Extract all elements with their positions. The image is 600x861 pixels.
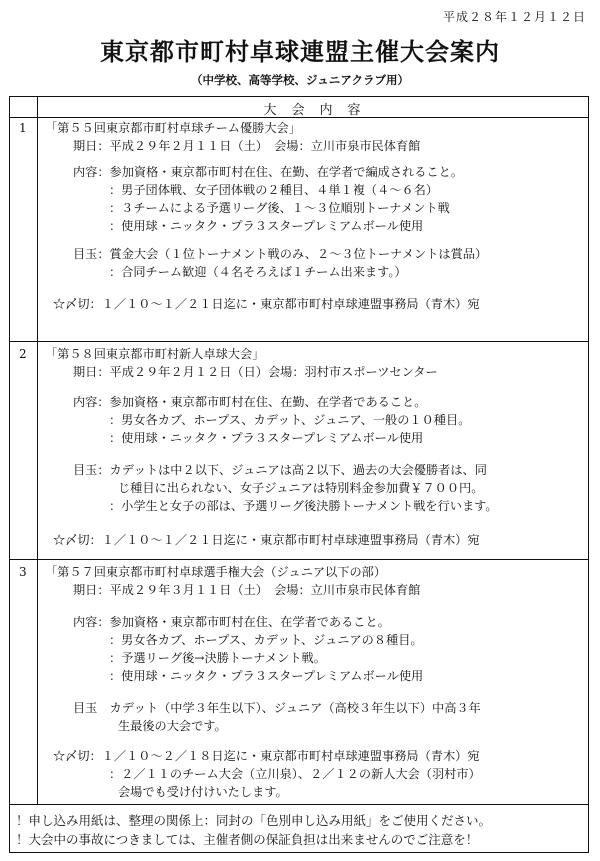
event-highlight-line: 目玉 カデット（中学３年生以下）、ジュニア（高校３年生以下）中高３年 (73, 701, 481, 715)
event-number: 3 (19, 565, 27, 579)
event-number: 2 (19, 347, 27, 361)
document-date: 平成２８年１２月１２日 (442, 10, 586, 24)
event-date-venue: 期日：平成２９年２月１１日（土） 会場：立川市泉市民体育館 (73, 139, 421, 153)
event-deadline-line: 会場でも受け付けいたします。 (118, 785, 288, 799)
event-highlight-line: 目玉：賞金大会（１位トーナメント戦のみ、２～３位トーナメントは賞品） (73, 247, 488, 261)
event-content-line: 内容：参加資格・東京都市町村在住、在勤、在学者であること。 (73, 395, 427, 409)
event-content-line: ：予選リーグ後→決勝トーナメント戦。 (109, 651, 326, 665)
event-content-line: ：使用球・ニッタク・プラ３スタープレミアムボール使用 (109, 219, 424, 233)
event-content-line: ：使用球・ニッタク・プラ３スタープレミアムボール使用 (109, 669, 424, 683)
events-table (9, 96, 589, 853)
event-content-line: ：男女各カブ、ホープス、カデット、ジュニア、一般の１０種目。 (109, 413, 471, 427)
notice-divider (10, 804, 588, 805)
event-content-line: 内容：参加資格・東京都市町村在住、在勤、在学者で編成されること。 (73, 165, 463, 179)
event-name: 「第５７回東京都市町村卓球選手権大会（ジュニア以下の部） (45, 565, 387, 579)
event-name: 「第５８回東京都市町村新人卓球大会」 (45, 347, 265, 361)
row-divider-1 (10, 341, 588, 342)
event-deadline: ☆〆切：１／１０～１／２１日迄に・東京都市町村卓球連盟事務局（青木）宛 (53, 297, 480, 311)
event-highlight-line: ：小学生と女子の部は、予選リーグ後決勝トーナメント戦を行います。 (109, 499, 498, 513)
event-deadline: ☆〆切：１／１０～１／２１日迄に・東京都市町村卓球連盟事務局（青木）宛 (53, 533, 480, 547)
event-name: 「第５５回東京都市町村卓球チーム優勝大会」 (45, 121, 301, 135)
event-content-line: ：３チームによる予選リーグ後、１～３位順別トーナメント戦 (109, 201, 450, 215)
event-date-venue: 期日：平成２９年２月１２日（日）会場：羽村市スポーツセンター (73, 365, 438, 379)
notice-application-form: ！申し込み用紙は、整理の関係上：同封の「色別申し込み用紙」をご使用ください。 (16, 813, 492, 828)
event-highlight-line: じ種目に出られない、女子ジュニアは特別料金参加費￥７００円。 (118, 481, 484, 495)
notice-liability: ！大会中の事故につきましては、主催者側の保証負担は出来ませんのでご注意を！ (16, 832, 479, 847)
event-content-line: ：使用球・ニッタク・プラ３スタープレミアムボール使用 (109, 431, 424, 445)
number-column-divider (37, 97, 38, 804)
event-date-venue: 期日：平成２９年３月１１日（土） 会場：立川市泉市民体育館 (73, 583, 421, 597)
event-highlight-line: ：合同チーム歓迎（４名そろえば１チーム出来ます。） (109, 265, 407, 279)
event-content-line: ：男女各カブ、ホープス、カデット、ジュニアの８種目。 (109, 633, 423, 647)
table-header: 大 会 内 容 (263, 103, 362, 118)
event-content-line: ：男子団体戦、女子団体戦の２種目、４単１複（４～６名） (109, 183, 439, 197)
event-number: 1 (19, 121, 27, 135)
event-highlight-line: 生最後の大会です。 (118, 719, 227, 733)
event-deadline-line: ：２／１１のチーム大会（立川泉）、２／１２の新人大会（羽村市） (109, 767, 481, 781)
event-deadline: ☆〆切：１／１０～２／１８日迄に・東京都市町村卓球連盟事務局（青木）宛 (53, 749, 480, 763)
event-highlight-line: 目玉：カデットは中２以下、ジュニアは高２以下、過去の大会優勝者は、同 (73, 463, 487, 477)
row-divider-2 (10, 559, 588, 560)
page-subtitle: （中学校、高等学校、ジュニアクラブ用） (191, 73, 409, 87)
event-content-line: 内容：参加資格・東京都市町村在住、在学者であること。 (73, 615, 390, 629)
page-title: 東京都市町村卓球連盟主催大会案内 (100, 38, 500, 66)
